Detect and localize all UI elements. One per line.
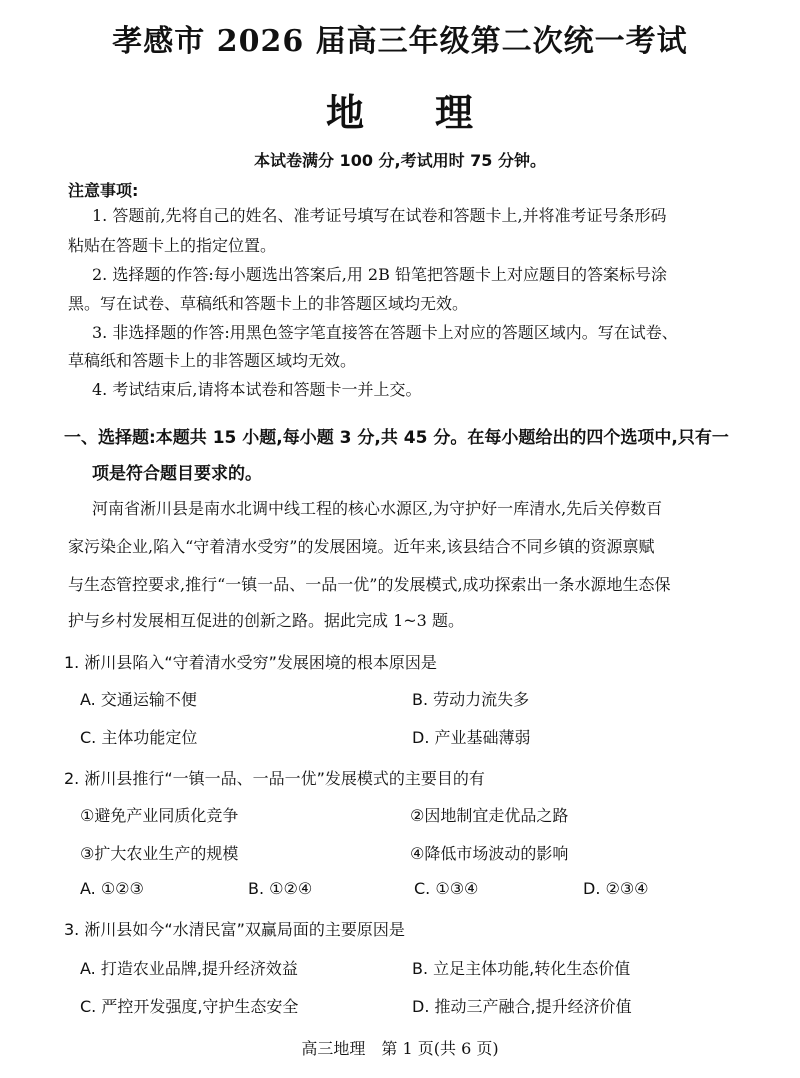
page-footer: 高三地理 第 1 页(共 6 页) xyxy=(301,1039,499,1058)
option-c[interactable]: C. 主体功能定位 xyxy=(80,728,198,747)
note-line: 黑。写在试卷、草稿纸和答题卡上的非答题区域均无效。 xyxy=(68,294,469,313)
passage-line: 河南省淅川县是南水北调中线工程的核心水源区,为守护好一库清水,先后关停数百 xyxy=(92,499,663,518)
passage-line: 家污染企业,陷入“守着清水受穷”的发展困境。近年来,该县结合不同乡镇的资源禀赋 xyxy=(68,537,655,556)
section-heading: 一、选择题:本题共 15 小题,每小题 3 分,共 45 分。在每小题给出的四个选项中,只有一 xyxy=(64,428,729,448)
option-a[interactable]: A. 交通运输不便 xyxy=(80,690,197,709)
statement-2: ②因地制宜走优品之路 xyxy=(410,806,569,825)
statement-1: ①避免产业同质化竞争 xyxy=(80,806,239,825)
option-c[interactable]: C. 严控开发强度,守护生态安全 xyxy=(80,997,299,1016)
passage-line: 护与乡村发展相互促进的创新之路。据此完成 1~3 题。 xyxy=(68,611,464,630)
section-heading-cont: 项是符合题目要求的。 xyxy=(92,464,262,484)
exam-info: 本试卷满分 100 分,考试用时 75 分钟。 xyxy=(253,151,547,170)
option-d[interactable]: D. 产业基础薄弱 xyxy=(412,728,531,747)
option-b[interactable]: B. ①②④ xyxy=(248,879,313,898)
note-line: 草稿纸和答题卡上的非答题区域均无效。 xyxy=(68,351,357,370)
statement-3: ③扩大农业生产的规模 xyxy=(80,844,239,863)
question-stem: 3. 淅川县如今“水清民富”双赢局面的主要原因是 xyxy=(64,920,405,939)
note-line: 4. 考试结束后,请将本试卷和答题卡一并上交。 xyxy=(92,380,422,399)
option-b[interactable]: B. 劳动力流失多 xyxy=(412,690,530,709)
note-line: 2. 选择题的作答:每小题选出答案后,用 2B 铅笔把答题卡上对应题目的答案标号涂 xyxy=(92,265,667,284)
option-a[interactable]: A. 打造农业品牌,提升经济效益 xyxy=(80,959,298,978)
note-line: 粘贴在答题卡上的指定位置。 xyxy=(68,236,277,255)
subject-char-1: 地 xyxy=(325,90,365,135)
subject-char-2: 理 xyxy=(435,90,475,135)
question-stem: 2. 淅川县推行“一镇一品、一品一优”发展模式的主要目的有 xyxy=(64,769,485,788)
note-line: 1. 答题前,先将自己的姓名、准考证号填写在试卷和答题卡上,并将准考证号条形码 xyxy=(92,206,667,225)
passage-line: 与生态管控要求,推行“一镇一品、一品一优”的发展模式,成功探索出一条水源地生态保 xyxy=(68,575,671,594)
subject-title xyxy=(0,82,800,137)
option-a[interactable]: A. ①②③ xyxy=(80,879,144,898)
option-d[interactable]: D. ②③④ xyxy=(583,879,649,898)
statement-4: ④降低市场波动的影响 xyxy=(410,844,569,863)
option-b[interactable]: B. 立足主体功能,转化生态价值 xyxy=(412,959,631,978)
question-stem: 1. 淅川县陷入“守着清水受穷”发展困境的根本原因是 xyxy=(64,653,437,672)
note-line: 3. 非选择题的作答:用黑色签字笔直接答在答题卡上对应的答题区域内。写在试卷、 xyxy=(92,323,678,342)
option-d[interactable]: D. 推动三产融合,提升经济价值 xyxy=(412,997,632,1016)
notes-heading: 注意事项: xyxy=(68,181,139,200)
option-c[interactable]: C. ①③④ xyxy=(414,879,479,898)
exam-title: 孝感市 2026 届高三年级第二次统一考试 xyxy=(112,24,688,59)
